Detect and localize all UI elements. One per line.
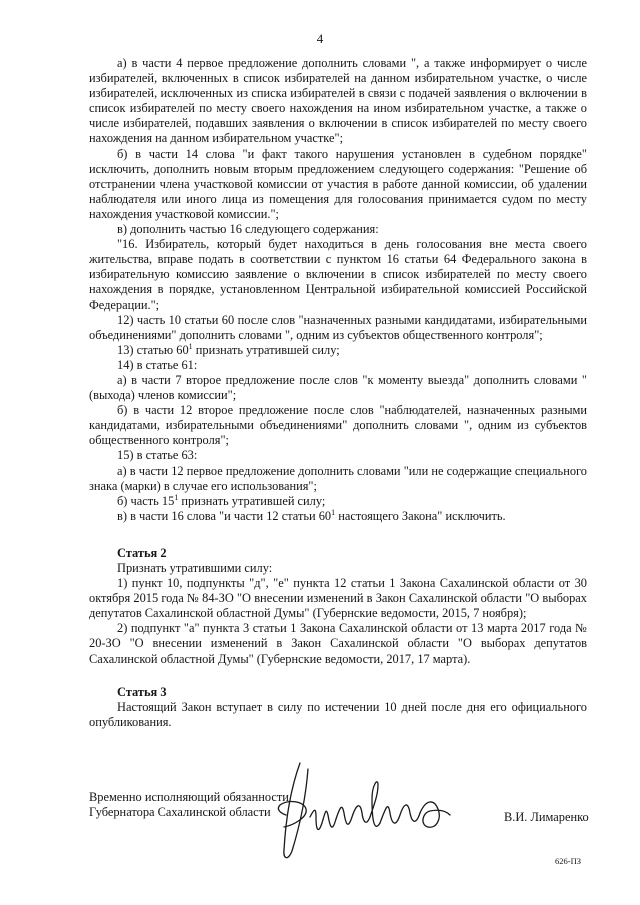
- article-3-heading: Статья 3: [117, 684, 167, 699]
- paragraph: [89, 494, 587, 509]
- paragraph-text: признать утратившей силу;: [178, 493, 326, 508]
- paragraph-text: 13) статью 60: [117, 342, 189, 357]
- paragraph: б) в части 14 слова "и факт такого нарушения установлен в судебном порядке" исключить, дополнить новым вторым предложением следующего содержания: "Решение об отстранении члена участковой комиссии от участия в работе данной комиссии, об удалении наблюдателя или иного лица из помещения для голосования принимается судом по месту нахождения участковой комиссии.";: [89, 146, 587, 221]
- paragraph: 2) подпункт "а" пункта 3 статьи 1 Закона Сахалинской области от 13 марта 2017 года № 20-ЗО "О внесении изменений в Закон Сахалинской области "О выборах депутатов Сахалинской областной Думы" (Губернские ведомости, 2017, 17 марта).: [89, 621, 587, 666]
- paragraph: а) в части 12 первое предложение дополнить словами "или не содержащие специального знака (марки) в случае его использования";: [89, 463, 587, 493]
- document-number: 626-ПЗ: [555, 856, 581, 866]
- document-body: [89, 56, 587, 730]
- paragraph: 1) пункт 10, подпункты "д", "е" пункта 12 статьи 1 Закона Сахалинской области от 30 октября 2015 года № 84-ЗО "О внесении изменений в Закон Сахалинской области "О выборах депутатов Сахалинской областной Думы" (Губернские ведомости, 2015, 7 ноября);: [89, 576, 587, 621]
- superscript: 1: [188, 341, 193, 351]
- paragraph: [89, 509, 587, 524]
- paragraph: 12) часть 10 статьи 60 после слов "назначенных разными кандидатами, избирательными объединениями" дополнить словами ", одним из субъектов общественного контроля";: [89, 312, 587, 342]
- superscript: 1: [331, 507, 336, 517]
- signatory-name: В.И. Лимаренко: [504, 810, 589, 824]
- paragraph: а) в части 7 второе предложение после слов "к моменту выезда" дополнить словами "(выхода) членов комиссии";: [89, 372, 587, 403]
- paragraph: "16. Избиратель, который будет находиться в день голосования вне места своего жительства, вправе подать в соответствии с пунктом 16 статьи 64 Федерального закона в избирательную комиссию заявление о включении в список избирателей по месту своего нахождения в порядке, установленном Центральной избирательной комиссией Российской Федерации.";: [89, 237, 587, 312]
- superscript: 1: [174, 492, 179, 502]
- paragraph: 15) в статье 63:: [117, 448, 198, 463]
- paragraph: Признать утратившими силу:: [117, 561, 273, 575]
- signatory-title-line-1: Временно исполняющий обязанности: [89, 790, 289, 804]
- signature-block: [89, 790, 609, 824]
- page-number: 4: [316, 31, 324, 46]
- paragraph-text: б) часть 15: [117, 493, 175, 508]
- article-2-heading: Статья 2: [117, 545, 167, 560]
- paragraph: а) в части 4 первое предложение дополнить словами ", а также информирует о числе избирателей, включенных в список избирателей на данном избирательном участке, о числе избирателей, исключенных из списка избирателей в связи с подачей заявления о включении в список избирателей по месту своего нахождения на ином избирательном участке, а также о числе избирателей, подавших заявления о включении в список избирателей по месту своего нахождения на данном избирательном участке";: [89, 56, 587, 146]
- paragraph: [89, 343, 587, 358]
- paragraph: 14) в статье 61:: [117, 357, 198, 372]
- paragraph: в) дополнить частью 16 следующего содержания:: [117, 222, 379, 237]
- paragraph-text: настоящего Закона" исключить.: [335, 508, 506, 523]
- signatory-title-line-2: Губернатора Сахалинской области: [89, 805, 271, 819]
- paragraph: б) в части 12 второе предложение после слов "наблюдателей, назначенных разными кандидатами, избирательными объединениями" дополнить словами ", одним из субъектов общественного контроля";: [89, 403, 587, 448]
- paragraph-text: признать утратившей силу;: [192, 342, 340, 357]
- paragraph-text: в) в части 16 слова "и части 12 статьи 60: [117, 508, 332, 523]
- paragraph: Настоящий Закон вступает в силу по истечении 10 дней после дня его официального опубликования.: [89, 699, 587, 729]
